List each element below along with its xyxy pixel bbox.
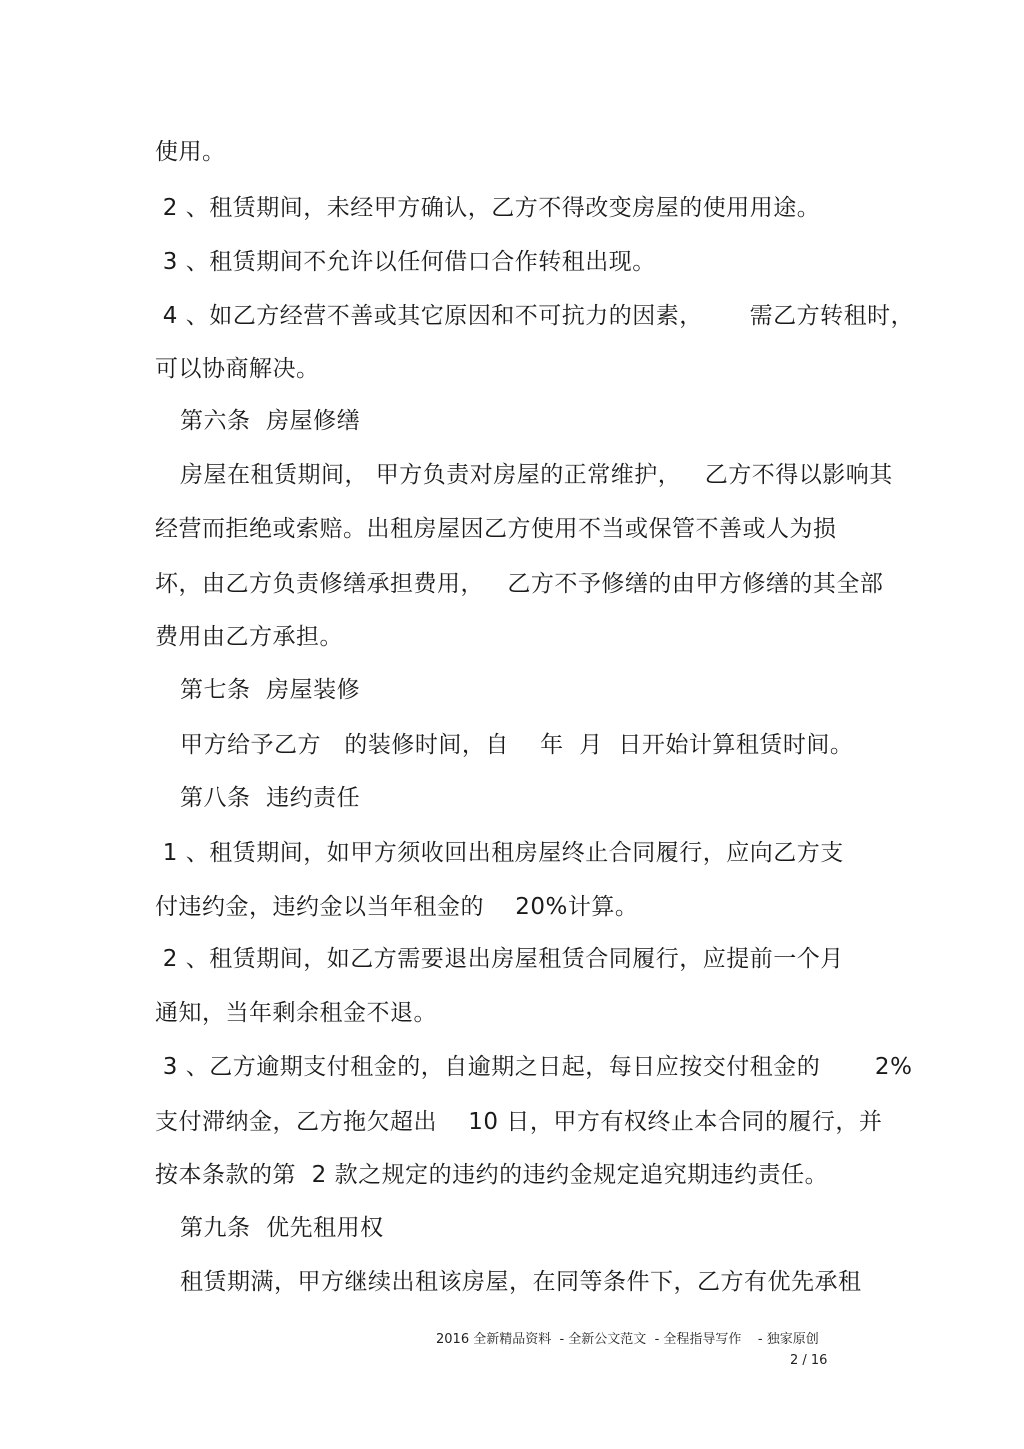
- section-heading: 第八条 违约责任: [180, 785, 361, 811]
- body-line: 4 、如乙方经营不善或其它原因和不可抗力的因素， 需乙方转租时，: [155, 303, 915, 329]
- body-line: 3 、乙方逾期支付租金的，自逾期之日起，每日应按交付租金的 2%: [155, 1054, 913, 1080]
- body-line: 坏，由乙方负责修缮承担费用， 乙方不予修缮的由甲方修缮的其全部: [155, 571, 884, 597]
- section-heading: 第九条 优先租用权: [180, 1215, 384, 1241]
- body-line: 支付滞纳金，乙方拖欠超出 10 日，甲方有权终止本合同的履行，并: [155, 1109, 883, 1135]
- body-line: 租赁期满，甲方继续出租该房屋，在同等条件下，乙方有优先承租: [180, 1269, 862, 1295]
- page-number: 2 / 16: [790, 1353, 828, 1368]
- body-line: 2 、租赁期间，如乙方需要退出房屋租赁合同履行，应提前一个月: [155, 946, 844, 972]
- body-line: 房屋在租赁期间， 甲方负责对房屋的正常维护， 乙方不得以影响其: [180, 462, 893, 488]
- body-line: 使用。: [155, 139, 226, 165]
- body-line: 2 、租赁期间，未经甲方确认，乙方不得改变房屋的使用用途。: [155, 195, 821, 221]
- body-line: 按本条款的第 2 款之规定的违约的违约金规定追究期违约责任。: [155, 1162, 829, 1188]
- body-line: 3 、租赁期间不允许以任何借口合作转租出现。: [155, 249, 656, 275]
- body-line: 通知，当年剩余租金不退。: [155, 1000, 437, 1026]
- body-line: 甲方给予乙方 的装修时间，自 年 月 日开始计算租赁时间。: [180, 732, 854, 758]
- body-line: 费用由乙方承担。: [155, 624, 343, 650]
- body-line: 可以协商解决。: [155, 356, 320, 382]
- footer-source-line: 2016 全新精品资料 - 全新公文范文 - 全程指导写作 - 独家原创: [436, 1332, 819, 1347]
- section-heading: 第六条 房屋修缮: [180, 408, 361, 434]
- section-heading: 第七条 房屋装修: [180, 677, 361, 703]
- body-line: 经营而拒绝或索赔。出租房屋因乙方使用不当或保管不善或人为损: [155, 516, 837, 542]
- body-line: 1 、租赁期间，如甲方须收回出租房屋终止合同履行，应向乙方支: [155, 840, 844, 866]
- body-line: 付违约金，违约金以当年租金的 20%计算。: [155, 894, 639, 920]
